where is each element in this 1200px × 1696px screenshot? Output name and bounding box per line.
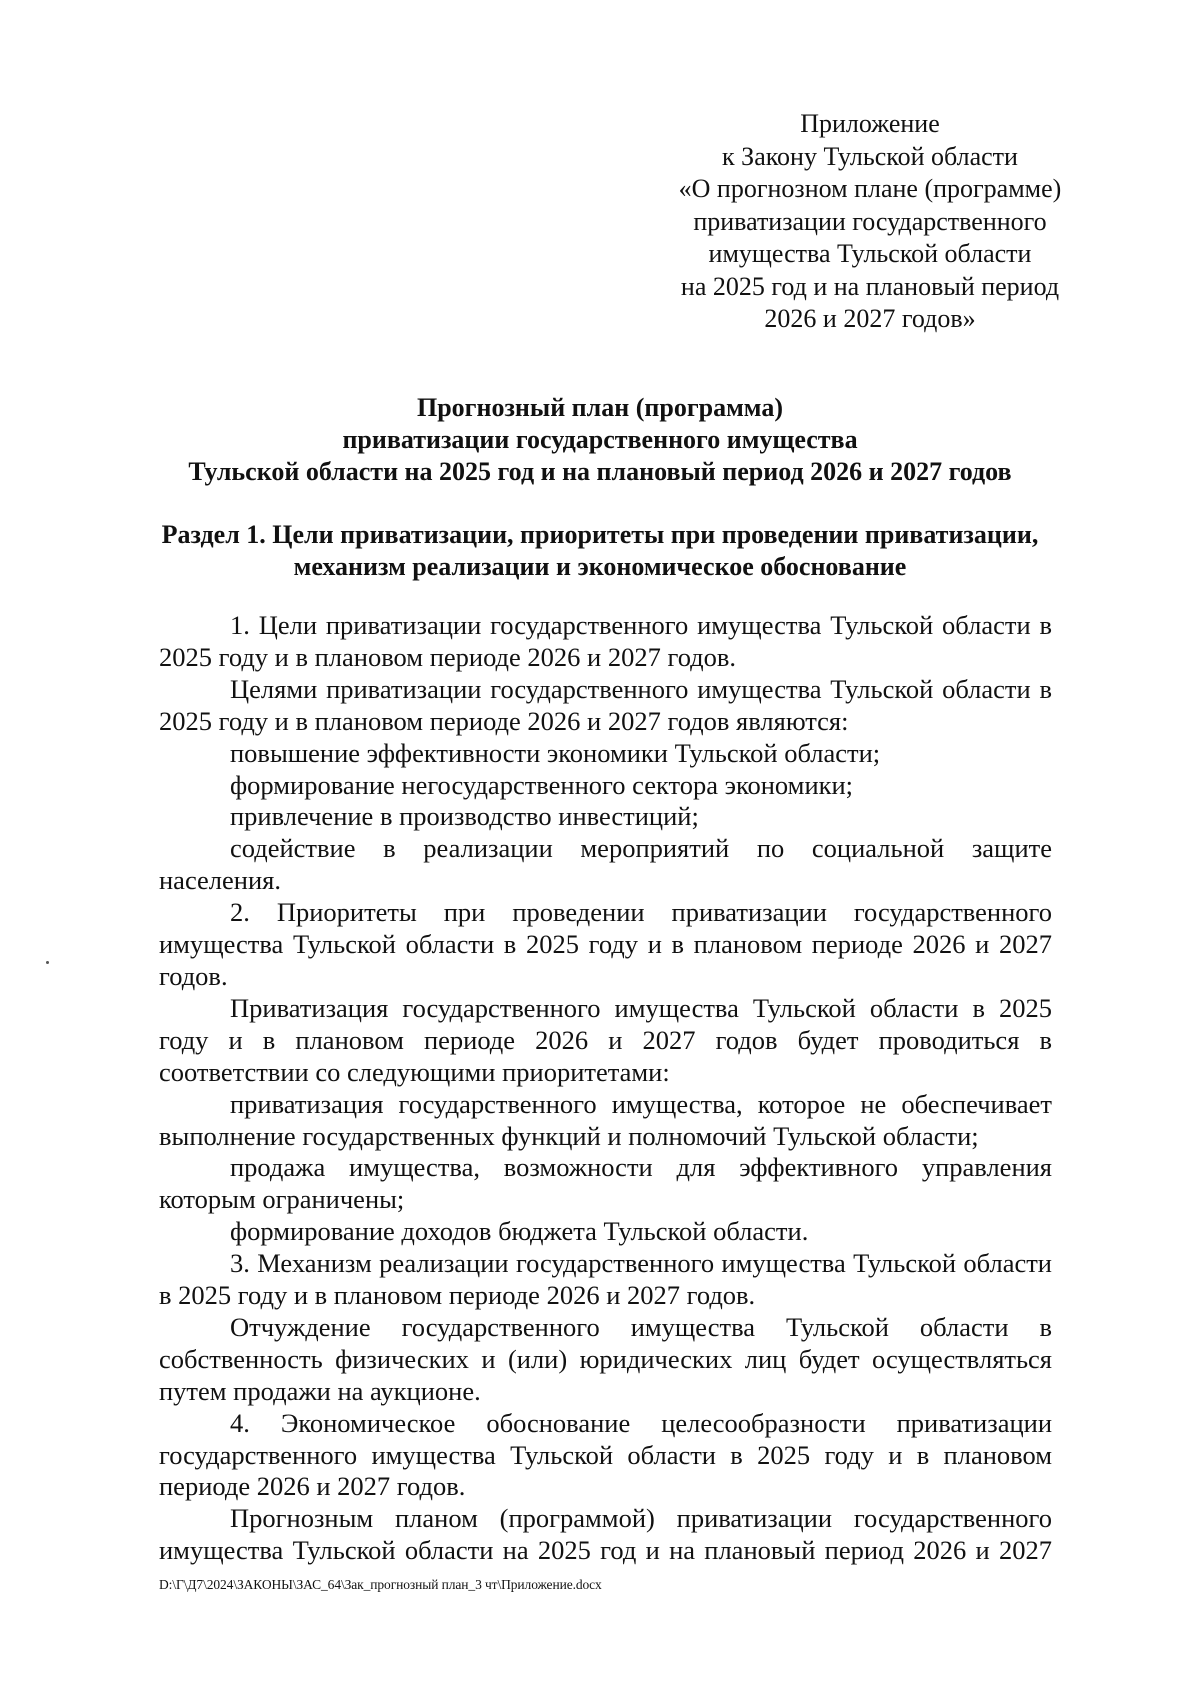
appendix-header-line: Приложение [800,109,940,138]
appendix-header-line: на 2025 год и на плановый период [680,271,1060,301]
appendix-header-line: «О прогнозном плане (программе) [678,174,1062,203]
paragraph: 3. Механизм реализации государственного имущества Тульской области в 2025 году и в плановом периоде 2026 и 2027 годов. [159,1248,1052,1311]
scan-artifact-dot [46,961,49,964]
appendix-header-line: приватизации государственного [693,206,1047,236]
appendix-header-line: 2026 и 2027 годов» [764,304,976,333]
document-title [150,392,1050,488]
paragraph: Целями приватизации государственного имущества Тульской области в 2025 году и в плановом периоде 2026 и 2027 годов являются: [159,673,1052,736]
list-item: формирование негосударственного сектора экономики; [230,769,854,800]
paragraph: 2. Приоритеты при проведении приватизации государственного имущества Тульской области в 2025 году и в плановом периоде 2026 и 2027 годов. [159,897,1052,991]
document-title-line: Прогнозный план (программа) [417,393,783,422]
paragraph: Отчуждение государственного имущества Тульской области в собственность физических и (или) юридических лиц будет осуществляться путем продажи на аукционе. [159,1311,1052,1406]
document-title-line: Тульской области на 2025 год и на плановый период 2026 и 2027 годов [188,457,1012,486]
list-item: приватизация государственного имущества, которое не обеспечивает выполнение государственных функций и полномочий Тульской области; [159,1088,1052,1151]
appendix-header [660,108,1080,336]
body-text [159,610,1052,1567]
section-heading-line: механизм реализации и экономическое обоснование [293,552,907,581]
paragraph: Приватизация государственного имущества Тульской области в 2025 году и в плановом периоде 2026 и 2027 годов будет проводиться в соответствии со следующими приоритетами: [159,992,1052,1087]
list-item: продажа имущества, возможности для эффективного управления которым ограничены; [159,1152,1052,1215]
document-title-line: приватизации государственного имущества [342,425,858,454]
paragraph: 1. Цели приватизации государственного имущества Тульской области в 2025 году и в плановом периоде 2026 и 2027 годов. [159,610,1052,672]
list-item: привлечение в производство инвестиций; [230,801,699,832]
footer-file-path: D:\Г\Д7\2024\ЗАКОНЫ\ЗАС_64\Зак_прогнозный план_3 чт\Приложение.docx [159,1577,602,1592]
list-item: содействие в реализации мероприятий по социальной защите населения. [159,833,1052,896]
appendix-header-line: к Закону Тульской области [722,141,1018,171]
paragraph: Прогнозным планом (программой) приватизации государственного имущества Тульской области на 2025 год и на плановый период 2026 и 2027 [159,1503,1052,1566]
list-item: повышение эффективности экономики Тульской области; [230,737,881,768]
list-item: формирование доходов бюджета Тульской области. [230,1216,809,1247]
appendix-header-line: имущества Тульской области [708,239,1032,268]
section-heading [150,519,1050,583]
section-heading-line: Раздел 1. Цели приватизации, приоритеты при проведении приватизации, [161,520,1039,549]
paragraph: 4. Экономическое обоснование целесообразности приватизации государственного имущества Тульской области в 2025 году и в плановом периоде 2026 и 2027 годов. [159,1407,1052,1502]
